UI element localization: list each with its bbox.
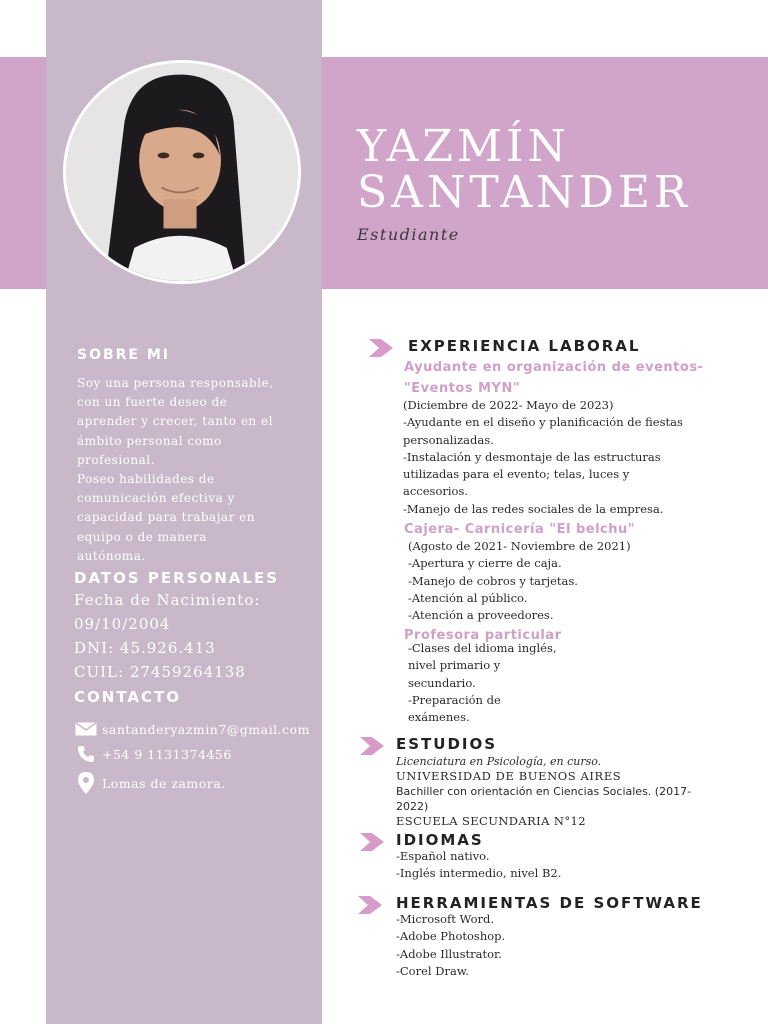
- job2-line: -Atención al público.: [408, 590, 528, 605]
- job1-line: accesorios.: [403, 484, 469, 499]
- profile-photo: [63, 60, 301, 284]
- job2-line: -Apertura y cierre de caja.: [408, 556, 562, 571]
- personal-line: DNI: 45.926.413: [74, 639, 216, 657]
- contact-email[interactable]: [74, 719, 310, 739]
- job1-line: utilizadas para el evento; telas, luces y: [403, 467, 630, 482]
- job1-title: [404, 357, 703, 399]
- personal-line: CUIL: 27459264138: [74, 663, 246, 681]
- about-text: [77, 374, 307, 566]
- software-line: -Corel Draw.: [396, 963, 469, 978]
- about-line: aprender y crecer, tanto en el: [77, 414, 273, 429]
- location-pin-icon: [74, 773, 98, 793]
- contact-heading: CONTACTO: [74, 688, 181, 706]
- job3-line: secundario.: [408, 675, 476, 690]
- language-line: -Español nativo.: [396, 849, 490, 863]
- education-school: ESCUELA SECUNDARIA N°12: [396, 814, 586, 828]
- contact-location: [74, 773, 226, 793]
- software-line: -Adobe Illustrator.: [396, 946, 502, 961]
- chevron-right-icon: [360, 737, 384, 755]
- education-bachiller-years: 2022): [396, 800, 429, 813]
- about-line: capacidad para trabajar en: [77, 510, 255, 525]
- job2-line: -Atención a proveedores.: [408, 608, 554, 623]
- experience-heading: EXPERIENCIA LABORAL: [408, 337, 641, 355]
- job3-title: Profesora particular: [404, 628, 562, 643]
- job1-line: (Diciembre de 2022- Mayo de 2023): [403, 398, 614, 412]
- about-line: ámbito personal como: [77, 433, 222, 448]
- about-line: con un fuerte deseo de: [77, 395, 228, 410]
- job1-line: -Instalación y desmontaje de las estructuras: [403, 449, 661, 464]
- chevron-right-icon: [358, 896, 382, 914]
- name-last: SANTANDER: [357, 167, 692, 218]
- languages-heading: IDIOMAS: [396, 831, 484, 849]
- job2-line: -Manejo de cobros y tarjetas.: [408, 573, 578, 588]
- job3-line: -Clases del idioma inglés,: [408, 641, 557, 655]
- education-heading: ESTUDIOS: [396, 735, 498, 753]
- phone-icon: [74, 744, 98, 764]
- about-line: autónoma.: [77, 548, 146, 563]
- education-degree: Licenciatura en Psicología, en curso.: [396, 755, 602, 768]
- personal-data: [74, 588, 260, 684]
- job3-details: [408, 640, 557, 726]
- about-line: profesional.: [77, 452, 155, 467]
- job1-details: [403, 397, 683, 518]
- software-details: [396, 911, 505, 980]
- email-text[interactable]: santanderyazmin7@gmail.com: [102, 721, 310, 737]
- job1-title-line: "Eventos MYN": [404, 381, 521, 396]
- name-first: YAZMÍN: [357, 121, 570, 172]
- language-line: -Inglés intermedio, nivel B2.: [396, 866, 562, 881]
- languages-details: [396, 848, 561, 883]
- chevron-right-icon: [360, 833, 384, 851]
- job1-title-line: Ayudante en organización de eventos-: [404, 360, 704, 375]
- chevron-right-icon: [369, 339, 393, 357]
- about-line: comunicación efectiva y: [77, 491, 235, 506]
- software-heading: HERRAMIENTAS DE SOFTWARE: [396, 894, 703, 912]
- candidate-name: [357, 121, 692, 218]
- location-text: Lomas de zamora.: [102, 775, 226, 791]
- mail-icon: [74, 719, 98, 739]
- personal-line: Fecha de Nacimiento:: [74, 591, 261, 609]
- contact-phone[interactable]: [74, 744, 232, 764]
- about-line: equipo o de manera: [77, 529, 207, 544]
- education-bachiller: Bachiller con orientación en Ciencias Sociales. (2017-: [396, 785, 692, 798]
- about-line: Soy una persona responsable,: [77, 376, 274, 390]
- job1-line: -Manejo de las redes sociales de la empresa.: [403, 501, 664, 516]
- job3-line: -Preparación de: [408, 692, 501, 707]
- software-line: -Microsoft Word.: [396, 912, 495, 926]
- job2-title: Cajera- Carnicería "El belchu": [404, 522, 636, 537]
- job2-details: [408, 538, 631, 624]
- about-heading: SOBRE MI: [77, 347, 171, 363]
- software-line: -Adobe Photoshop.: [396, 929, 506, 944]
- job3-line: exámenes.: [408, 710, 470, 725]
- phone-text[interactable]: +54 9 1131374456: [102, 746, 232, 762]
- education-university: UNIVERSIDAD DE BUENOS AIRES: [396, 769, 622, 783]
- personal-line: 09/10/2004: [74, 615, 171, 633]
- candidate-role: Estudiante: [357, 225, 460, 244]
- job1-line: personalizadas.: [403, 432, 494, 447]
- personal-heading: DATOS PERSONALES: [74, 569, 280, 587]
- job1-line: -Ayudante en el diseño y planificación de fiestas: [403, 415, 683, 430]
- education-details: [396, 754, 691, 829]
- job3-line: nivel primario y: [408, 658, 501, 673]
- job2-line: (Agosto de 2021- Noviembre de 2021): [408, 539, 631, 553]
- about-line: Poseo habilidades de: [77, 472, 215, 487]
